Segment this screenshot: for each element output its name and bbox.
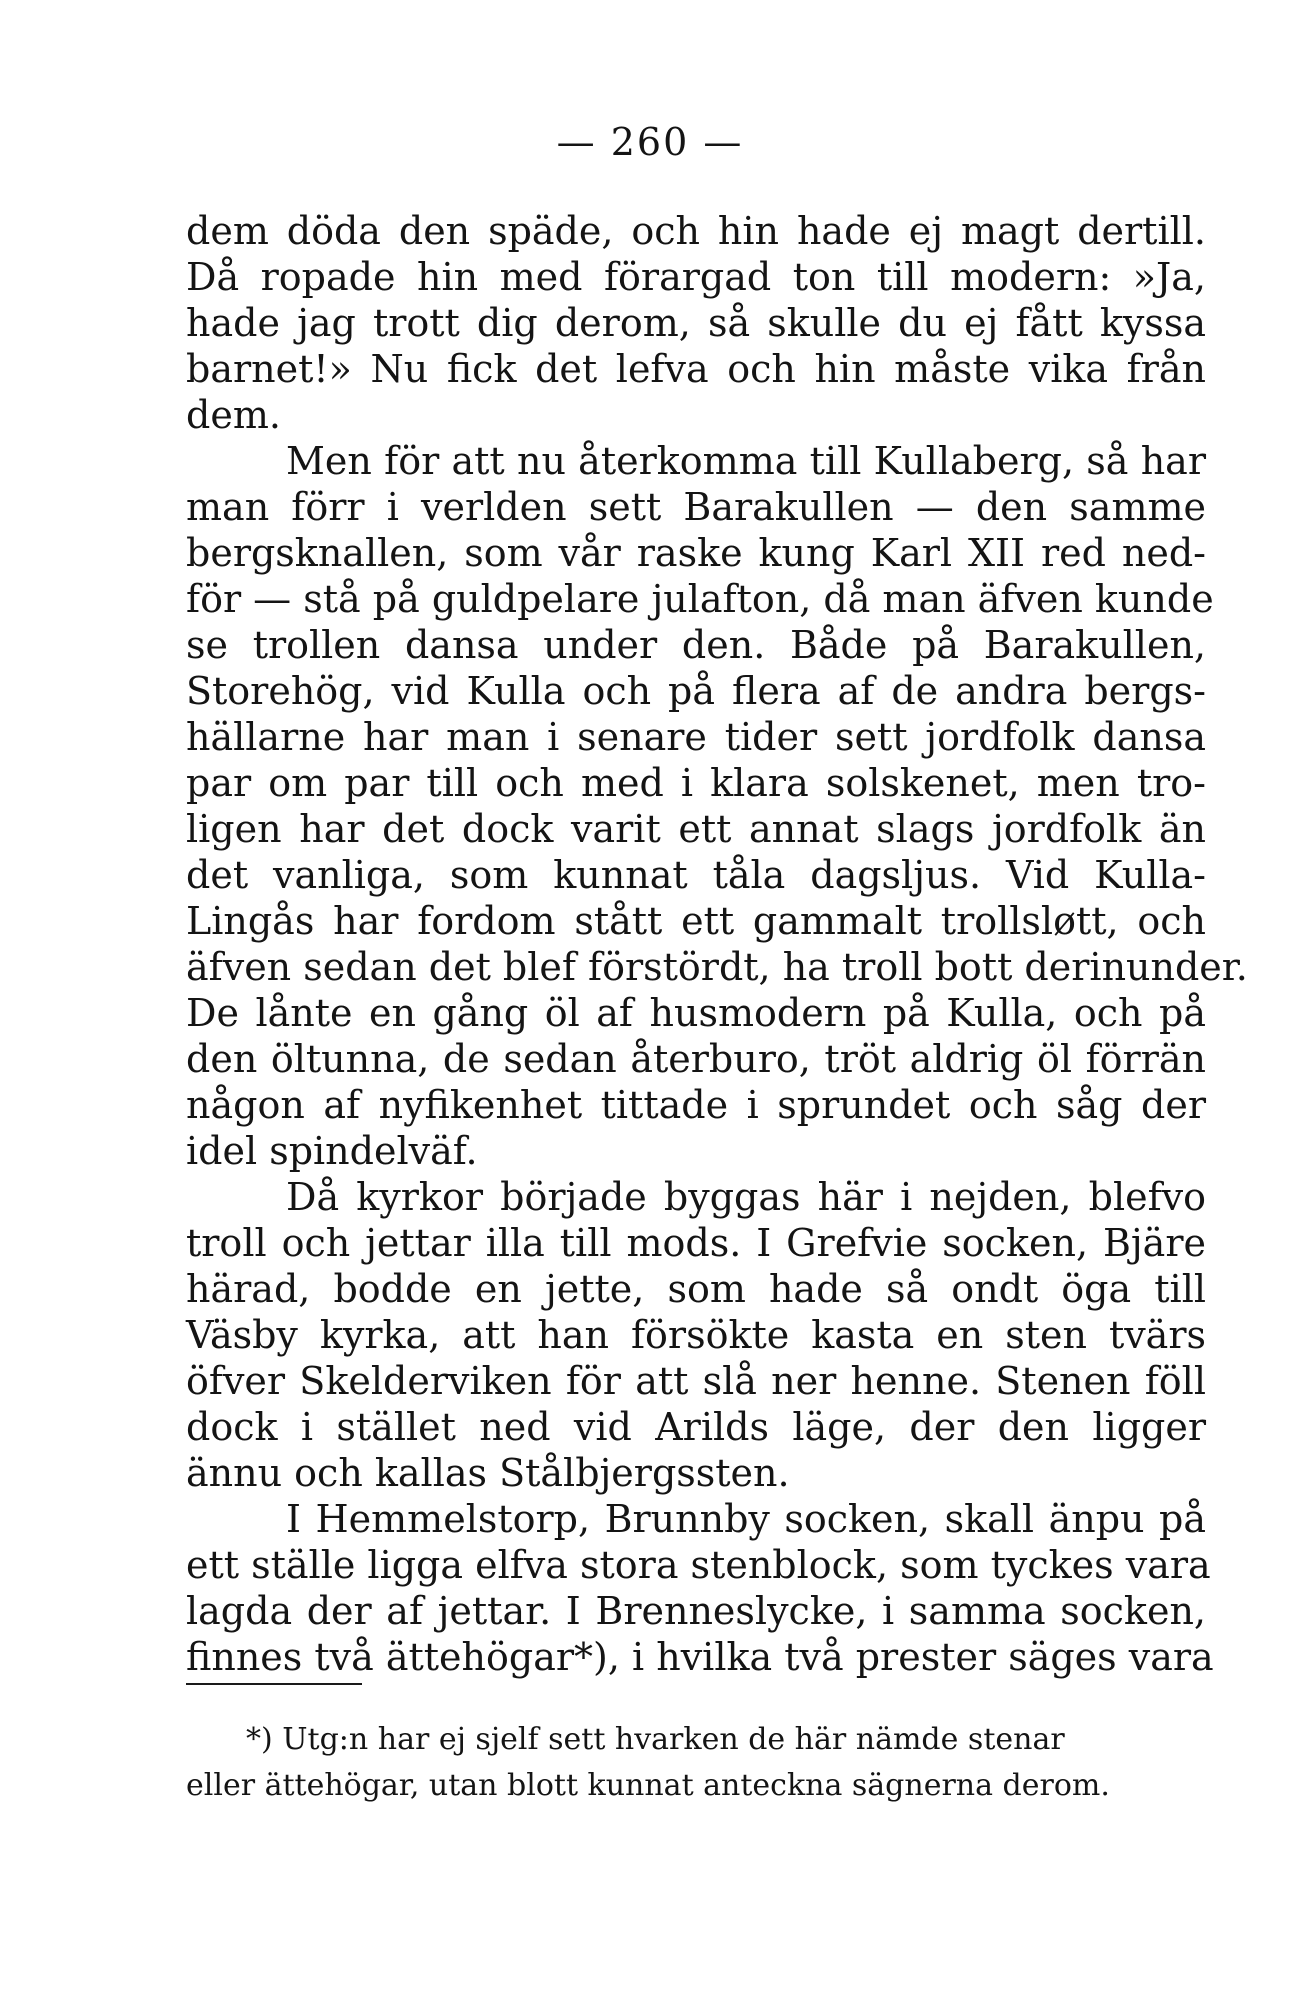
text-line: barnet!» Nu fick det lefva och hin måste vika från xyxy=(186,347,1206,391)
text-line: man förr i verlden sett Barakullen — den samme xyxy=(186,485,1206,529)
text-line: De lånte en gång öl af husmodern på Kulla, och på xyxy=(186,991,1206,1035)
text-line: finnes två ättehögar*), i hvilka två prester säges vara xyxy=(186,1635,1214,1679)
paragraph-start-line: Men för att nu återkomma till Kullaberg, så har xyxy=(286,439,1206,483)
footnote-line: *) Utg:n har ej sjelf sett hvarken de här nämde stenar xyxy=(246,1722,1065,1757)
text-line: öfver Skelderviken för att slå ner henne. Stenen föll xyxy=(186,1359,1206,1403)
text-line: för — stå på guldpelare julafton, då man äfven kunde xyxy=(186,577,1214,621)
text-line: det vanliga, som kunnat tåla dagsljus. Vid Kulla- xyxy=(186,853,1206,897)
text-line: par om par till och med i klara solskenet, men tro- xyxy=(186,761,1206,805)
text-line: bergsknallen, som vår raske kung Karl XII red ned- xyxy=(186,531,1206,575)
text-line: idel spindelväf. xyxy=(186,1129,478,1173)
text-line: ligen har det dock varit ett annat slags jordfolk än xyxy=(186,807,1206,851)
text-line: hade jag trott dig derom, så skulle du ej fått kyssa xyxy=(186,301,1206,345)
text-line: någon af nyfikenhet tittade i sprundet och såg der xyxy=(186,1083,1206,1127)
paragraph-start-line: I Hemmelstorp, Brunnby socken, skall änpu på xyxy=(286,1497,1206,1541)
text-line: troll och jettar illa till mods. I Grefvie socken, Bjäre xyxy=(186,1221,1206,1265)
text-line: dock i stället ned vid Arilds läge, der den ligger xyxy=(186,1405,1206,1449)
text-line: dem. xyxy=(186,393,281,437)
text-line: lagda der af jettar. I Brenneslycke, i samma socken, xyxy=(186,1589,1206,1633)
text-line: se trollen dansa under den. Både på Barakullen, xyxy=(186,623,1206,667)
text-line: hällarne har man i senare tider sett jordfolk dansa xyxy=(186,715,1206,759)
text-line: ett ställe ligga elfva stora stenblock, som tyckes vara xyxy=(186,1543,1211,1587)
body-text xyxy=(186,208,1248,1680)
footnote xyxy=(186,1717,1206,1809)
text-line: äfven sedan det blef förstördt, ha troll bott derinunder. xyxy=(186,945,1248,989)
text-line: dem döda den späde, och hin hade ej magt dertill. xyxy=(186,209,1206,253)
paragraph-start-line: Då kyrkor började byggas här i nejden, blefvo xyxy=(286,1175,1206,1219)
footnote-divider xyxy=(186,1683,362,1685)
text-line: Lingås har fordom stått ett gammalt trollsløtt, och xyxy=(186,899,1206,943)
text-line: Då ropade hin med förargad ton till modern: »Ja, xyxy=(186,255,1206,299)
page-number: — 260 — xyxy=(556,120,744,164)
text-line: Storehög, vid Kulla och på flera af de andra bergs- xyxy=(186,669,1206,713)
text-line: den öltunna, de sedan återburo, tröt aldrig öl förrän xyxy=(186,1037,1206,1081)
text-line: Väsby kyrka, att han försökte kasta en sten tvärs xyxy=(186,1313,1206,1357)
text-line: härad, bodde en jette, som hade så ondt öga till xyxy=(186,1267,1206,1311)
text-line: ännu och kallas Stålbjergssten. xyxy=(186,1451,790,1495)
footnote-line: eller ättehögar, utan blott kunnat anteckna sägnerna derom. xyxy=(186,1768,1110,1803)
